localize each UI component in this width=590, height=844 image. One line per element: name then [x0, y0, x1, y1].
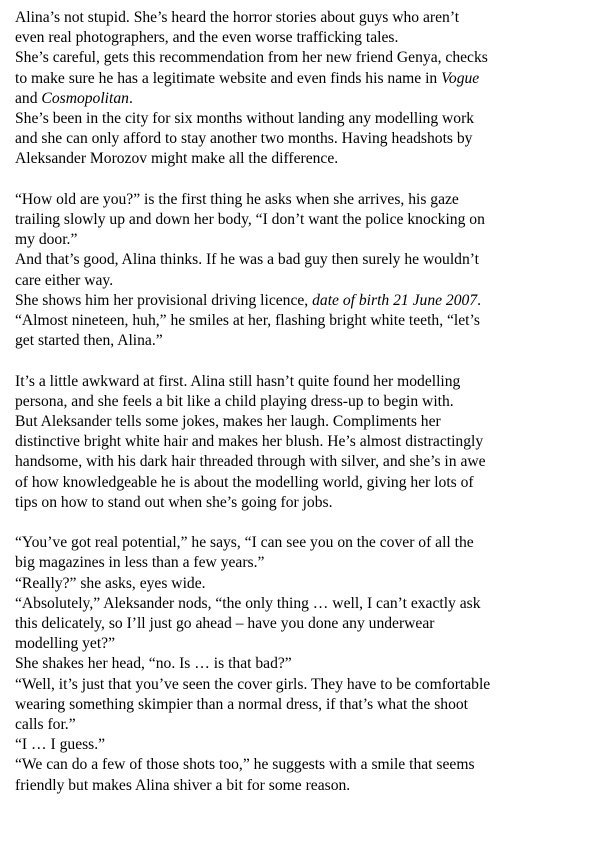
text-line — [15, 715, 585, 735]
text-segment: . — [477, 291, 482, 309]
text-line — [15, 614, 585, 634]
text-line — [15, 634, 585, 654]
text-line — [15, 129, 585, 149]
text-line — [15, 533, 585, 553]
text-segment: friendly but makes Alina shiver a bit for some reason. — [15, 776, 351, 794]
text-line — [15, 190, 585, 210]
text-segment: big magazines in less than a few years.” — [15, 554, 265, 572]
text-segment: my door.” — [15, 231, 78, 249]
text-line — [15, 149, 585, 169]
text-line — [15, 432, 585, 452]
text-line — [15, 776, 585, 796]
text-line — [15, 109, 585, 129]
text-segment: and — [15, 89, 42, 107]
text-segment: Aleksander Morozov might make all the difference. — [15, 150, 339, 168]
text-segment: care either way. — [15, 271, 114, 289]
text-segment: “Well, it’s just that you’ve seen the cover girls. They have to be comfortable — [15, 675, 491, 693]
document-page — [15, 8, 585, 816]
text-segment: get started then, Alina.” — [15, 332, 163, 350]
text-line — [15, 372, 585, 392]
text-segment: calls for.” — [15, 716, 76, 734]
text-line — [15, 291, 585, 311]
text-line — [15, 493, 585, 513]
text-segment: She’s been in the city for six months without landing any modelling work — [15, 110, 475, 128]
text-line — [15, 250, 585, 270]
text-segment: trailing slowly up and down her body, “I don’t want the police knocking on — [15, 211, 485, 229]
text-line — [15, 695, 585, 715]
text-segment: distinctive bright white hair and makes her blush. He’s almost distractingly — [15, 433, 484, 451]
text-segment: handsome, with his dark hair threaded through with silver, and she’s in awe — [15, 453, 486, 471]
text-segment: even real photographers, and the even worse trafficking tales. — [15, 29, 399, 47]
text-segment: She’s careful, gets this recommendation from her new friend Genya, checks — [15, 49, 488, 67]
text-line — [15, 553, 585, 573]
text-segment: tips on how to stand out when she’s going for jobs. — [15, 493, 333, 511]
paragraph — [15, 533, 585, 796]
text-segment: wearing something skimpier than a normal dress, if that’s what the shoot — [15, 695, 468, 713]
text-segment: modelling yet?” — [15, 635, 116, 653]
text-line — [15, 271, 585, 291]
text-line — [15, 735, 585, 755]
italic-text: date of birth 21 June 2007 — [312, 291, 478, 309]
text-line — [15, 452, 585, 472]
text-segment: She shakes her head, “no. Is … is that bad?” — [15, 655, 292, 673]
text-line — [15, 69, 585, 89]
text-line — [15, 594, 585, 614]
text-segment: But Aleksander tells some jokes, makes her laugh. Compliments her — [15, 413, 441, 431]
text-line — [15, 392, 585, 412]
text-line — [15, 230, 585, 250]
text-segment: “Really?” she asks, eyes wide. — [15, 574, 206, 592]
text-line — [15, 331, 585, 351]
text-segment: “Almost nineteen, huh,” he smiles at her, flashing bright white teeth, “let’s — [15, 312, 480, 330]
text-segment: And that’s good, Alina thinks. If he was a bad guy then surely he wouldn’t — [15, 251, 479, 269]
text-segment: persona, and she feels a bit like a child playing dress-up to begin with. — [15, 392, 454, 410]
paragraph — [15, 8, 585, 170]
italic-text: Cosmopolitan — [41, 89, 129, 107]
text-segment: . — [128, 89, 133, 107]
text-line — [15, 412, 585, 432]
text-line — [15, 574, 585, 594]
text-segment: “I … I guess.” — [15, 736, 106, 754]
text-segment: “How old are you?” is the first thing he asks when she arrives, his gaze — [15, 190, 459, 208]
text-line — [15, 210, 585, 230]
text-segment: this delicately, so I’ll just go ahead – have you done any underwear — [15, 615, 435, 633]
text-line — [15, 311, 585, 331]
text-segment: She shows him her provisional driving licence, — [15, 291, 313, 309]
text-line — [15, 675, 585, 695]
paragraph — [15, 372, 585, 513]
italic-text: Vogue — [441, 69, 480, 87]
text-segment: “Absolutely,” Aleksander nods, “the only thing … well, I can’t exactly ask — [15, 594, 481, 612]
text-segment: “You’ve got real potential,” he says, “I can see you on the cover of all the — [15, 534, 474, 552]
text-line — [15, 89, 585, 109]
text-segment: of how knowledgeable he is about the modelling world, giving her lots of — [15, 473, 474, 491]
text-line — [15, 48, 585, 68]
text-segment: “We can do a few of those shots too,” he suggests with a smile that seems — [15, 756, 475, 774]
text-line — [15, 28, 585, 48]
text-segment: and she can only afford to stay another two months. Having headshots by — [15, 130, 473, 148]
text-segment: to make sure he has a legitimate website and even finds his name in — [15, 69, 442, 87]
text-segment: It’s a little awkward at first. Alina still hasn’t quite found her modelling — [15, 372, 461, 390]
paragraph — [15, 190, 585, 352]
text-line — [15, 755, 585, 775]
text-line — [15, 473, 585, 493]
text-segment: Alina’s not stupid. She’s heard the horror stories about guys who aren’t — [15, 9, 460, 26]
text-line — [15, 8, 585, 28]
text-line — [15, 654, 585, 674]
